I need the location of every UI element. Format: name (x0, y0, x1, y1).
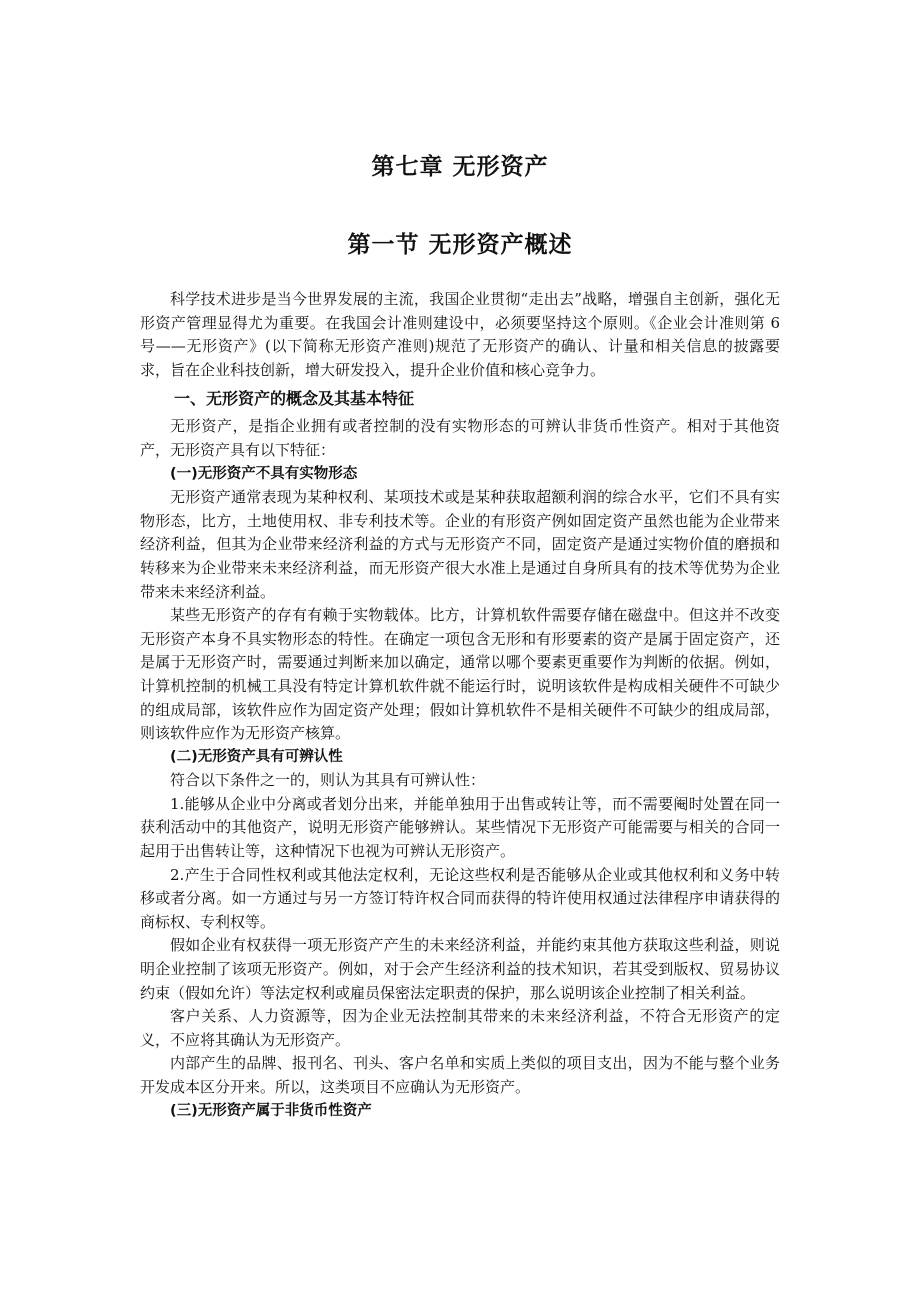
identifiable-paragraph-5: 客户关系、人力资源等，因为企业无法控制其带来的未来经济利益，不符合无形资产的定义，不应将其确认为无形资产。 (140, 1007, 780, 1049)
subheading-no-physical-form: (一)无形资产不具有实物形态 (170, 465, 358, 482)
subheading-non-monetary: (三)无形资产属于非货币性资产 (170, 1102, 372, 1119)
section-title: 第一节 无形资产概述 (347, 232, 573, 258)
subheading-identifiable: (二)无形资产具有可辨认性 (170, 748, 343, 765)
identifiable-paragraph-1: 符合以下条件之一的，则认为其具有可辨认性： (170, 771, 486, 790)
identifiable-paragraph-6: 内部产生的品牌、报刊名、刊头、客户名单和实质上类似的项目支出，因为不能与整个业务开发成本区分开来。所以，这类项目不应确认为无形资产。 (140, 1054, 780, 1096)
identifiable-paragraph-2: 1.能够从企业中分离或者划分出来，并能单独用于出售或转让等，而不需要阉时处置在同一获利活动中的其他资产，说明无形资产能够辨认。某些情况下无形资产可能需要与相关的合同一起用于出售转让等，这种情况下也视为可辨认无形资产。 (140, 794, 780, 861)
intro-paragraph: 科学技术进步是当今世界发展的主流，我国企业贯彻“走出去”战略，增强自主创新，强化无形资产管理显得尤为重要。在我国会计准则建设中，必须要坚持这个原则。《企业会计准则第 6 号——无形资产》(以下简称无形资产准则)规范了无形资产的确认、计量和相关信息的披露要求，旨在企业科技创新，增大研发投入，提升企业价值和核心竞争力。 (140, 290, 780, 379)
document-body (140, 288, 780, 1123)
no-physical-form-paragraph-2: 某些无形资产的存有有赖于实物载体。比方，计算机软件需要存储在磁盘中。但这并不改变无形资产本身不具实物形态的特性。在确定一项包含无形和有形要素的资产是属于固定资产，还是属于无形资产时，需要通过判断来加以确定，通常以哪个要素更重要作为判断的依据。例如，计算机控制的机械工具没有特定计算机软件就不能运行时，说明该软件是构成相关硬件不可缺少的组成局部，该软件应作为固定资产处理；假如计算机软件不是相关硬件不可缺少的组成局部，则该软件应作为无形资产核算。 (140, 606, 780, 743)
definition-paragraph: 无形资产，是指企业拥有或者控制的没有实物形态的可辨认非货币性资产。相对于其他资产，无形资产具有以下特征： (140, 417, 780, 459)
no-physical-form-paragraph-1: 无形资产通常表现为某种权利、某项技术或是某种获取超额利润的综合水平，它们不具有实物形态，比方，土地使用权、非专利技术等。企业的有形资产例如固定资产虽然也能为企业带来经济利益，但其为企业带来经济利益的方式与无形资产不同，固定资产是通过实物价值的磨损和转移来为企业带来未来经济利益，而无形资产很大水准上是通过自身所具有的技术等优势为企业带来未来经济利益。 (140, 488, 780, 601)
heading-concept-features: 一、无形资产的概念及其基本特征 (174, 389, 415, 409)
identifiable-paragraph-4: 假如企业有权获得一项无形资产产生的未来经济利益，并能约束其他方获取这些利益，则说明企业控制了该项无形资产。例如，对于会产生经济利益的技术知识，若其受到版权、贸易协议约束（假如允许）等法定权利或雇员保密法定职责的保护，那么说明该企业控制了相关利益。 (140, 936, 780, 1002)
chapter-title: 第七章 无形资产 (371, 154, 549, 180)
identifiable-paragraph-3: 2.产生于合同性权利或其他法定权利，无论这些权利是否能够从企业或其他权利和义务中转移或者分离。如一方通过与另一方签订特许权合同而获得的特许使用权通过法律程序申请获得的商标权、专利权等。 (140, 865, 780, 931)
